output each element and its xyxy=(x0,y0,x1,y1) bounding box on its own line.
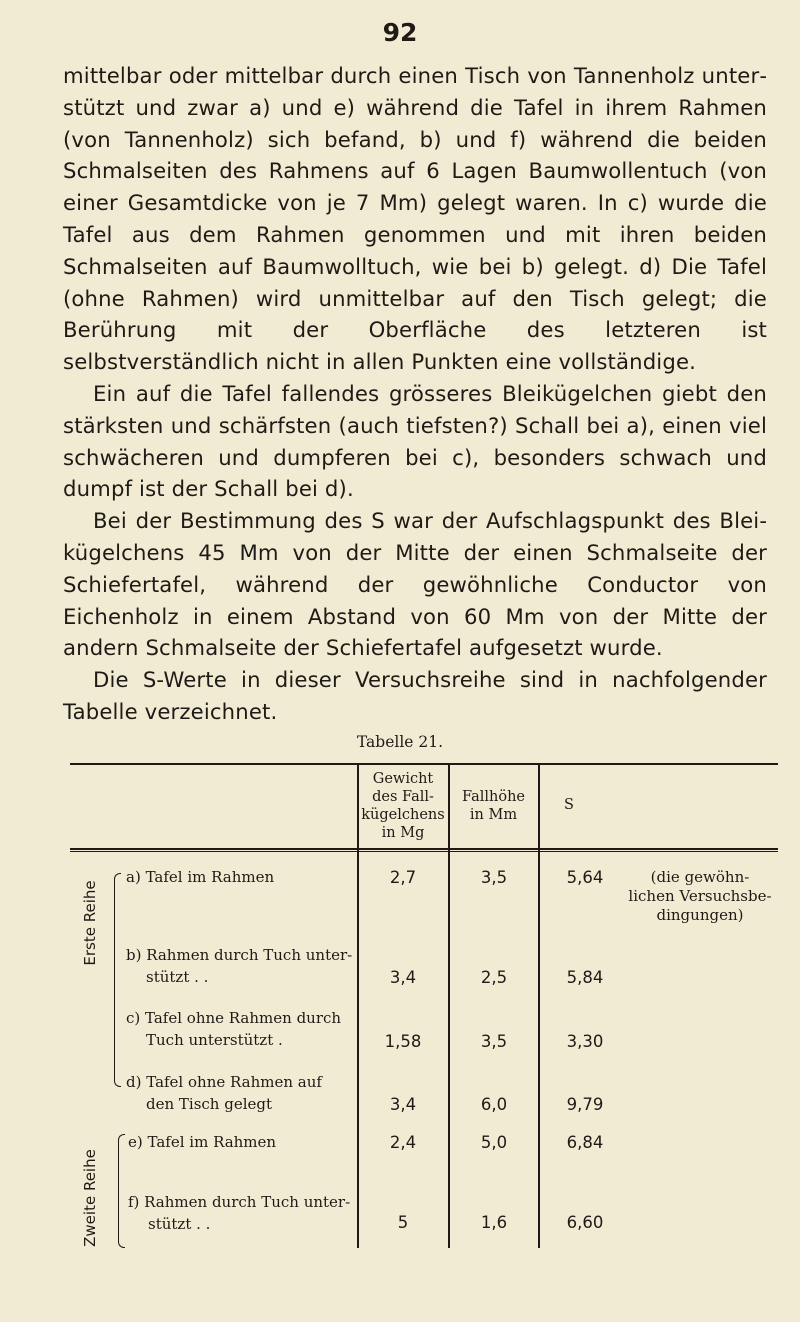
row-label-c xyxy=(126,1007,341,1051)
cell-s-d: 9,79 xyxy=(566,1095,604,1114)
paragraph-4: Die S-Werte in dieser Versuchsreihe sind in nachfolgender Tabelle verzeichnet. xyxy=(63,667,767,724)
cell-weight-d: 3,4 xyxy=(389,1095,417,1114)
cell-s-a: 5,64 xyxy=(566,868,604,887)
header-height xyxy=(449,788,538,824)
group-brace-second xyxy=(118,1134,125,1248)
paragraph-2: Ein auf die Tafel fallendes grösseres Bleikügelchen giebt den stärksten und schärfsten (auch tiefsten?) Schall bei a), einen viel schwächeren und dumpferen bei c), besonders schwach und dumpf ist der Schall bei d). xyxy=(63,380,767,502)
header-height-line: Fallhöhe xyxy=(462,789,525,805)
row-label-b xyxy=(126,944,352,988)
note-line: lichen Versuchsbe- xyxy=(628,887,772,905)
cell-weight-f: 5 xyxy=(397,1213,409,1232)
row-label-line: a) Tafel im Rahmen xyxy=(126,868,275,886)
row-label-e xyxy=(128,1131,276,1153)
cell-height-e: 5,0 xyxy=(480,1133,508,1152)
cell-height-b: 2,5 xyxy=(480,968,508,987)
table-top-rule xyxy=(70,763,778,765)
row-label-line: e) Tafel im Rahmen xyxy=(128,1133,277,1151)
group-brace-first xyxy=(114,873,121,1087)
cell-s-e: 6,84 xyxy=(566,1133,604,1152)
row-label-line: b) Rahmen durch Tuch unter- xyxy=(126,946,353,964)
header-weight-line: Gewicht xyxy=(372,771,434,787)
header-weight-line: kügelchens xyxy=(361,807,445,823)
table-header-rule xyxy=(70,848,778,850)
cell-weight-a: 2,7 xyxy=(389,868,417,887)
row-label-line: d) Tafel ohne Rahmen auf xyxy=(126,1073,322,1091)
row-label-line: stützt . . xyxy=(146,968,209,986)
header-s: S xyxy=(564,797,574,813)
table-column-rule-3 xyxy=(538,763,540,1248)
table-column-rule-2 xyxy=(448,763,450,1248)
header-height-line: in Mm xyxy=(469,807,518,823)
note-line: dingungen) xyxy=(656,906,744,924)
cell-weight-c: 1,58 xyxy=(384,1032,422,1051)
note-line: (die gewöhn- xyxy=(650,868,750,886)
header-weight-line: des Fall- xyxy=(372,789,434,805)
header-weight-line: in Mg xyxy=(381,825,425,841)
cell-weight-e: 2,4 xyxy=(389,1133,417,1152)
row-label-d xyxy=(126,1071,322,1115)
cell-weight-b: 3,4 xyxy=(389,968,417,987)
row-label-line: f) Rahmen durch Tuch unter- xyxy=(128,1193,351,1211)
group-label-second: Zweite Reihe xyxy=(81,1149,99,1247)
table-header-rule-2 xyxy=(70,851,778,852)
row-label-line: stützt . . xyxy=(148,1215,211,1233)
row-label-f xyxy=(128,1191,350,1235)
row-label-a xyxy=(126,866,274,888)
group-label-first: Erste Reihe xyxy=(81,880,99,966)
cell-height-a: 3,5 xyxy=(480,868,508,887)
cell-height-f: 1,6 xyxy=(480,1213,508,1232)
row-label-line: den Tisch gelegt xyxy=(146,1095,273,1113)
row-label-line: Tuch unterstützt . xyxy=(146,1031,283,1049)
page-number: 92 xyxy=(382,18,418,47)
cell-height-d: 6,0 xyxy=(480,1095,508,1114)
paragraph-1: mittelbar oder mittelbar durch einen Tisch von Tannenholz unterstützt und zwar a) und e) während die Tafel in ihrem Rahmen (von Tannenholz) sich befand, b) und f) während die beiden Schmalseiten des Rahmens auf 6 Lagen Baumwollentuch (von einer Gesamtdicke von je 7 Mm) gelegt waren. In c) wurde die Tafel aus dem Rahmen genommen und mit ihren beiden Schmalseiten auf Baumwolltuch, wie bei b) gelegt. d) Die Tafel (ohne Rahmen) wird unmittelbar auf den Tisch gelegt; die Berührung mit der Oberfläche des letzteren ist selbstverständlich nicht in allen Punkten eine vollständige. xyxy=(63,63,767,375)
cell-height-c: 3,5 xyxy=(480,1032,508,1051)
cell-s-b: 5,84 xyxy=(566,968,604,987)
paragraph-3: Bei der Bestimmung des S war der Aufschlagspunkt des Bleikügelchens 45 Mm von der Mitte der einen Schmalseite der Schiefertafel, während der gewöhnliche Conductor von Eichenholz in einem Abstand von 60 Mm von der Mitte der andern Schmalseite der Schiefertafel aufgesetzt wurde. xyxy=(63,508,767,661)
cell-s-f: 6,60 xyxy=(566,1213,604,1232)
cell-s-c: 3,30 xyxy=(566,1032,604,1051)
header-weight xyxy=(358,770,448,842)
conditions-note xyxy=(625,868,775,925)
table-caption: Tabelle 21. xyxy=(356,733,444,751)
row-label-line: c) Tafel ohne Rahmen durch xyxy=(126,1009,342,1027)
